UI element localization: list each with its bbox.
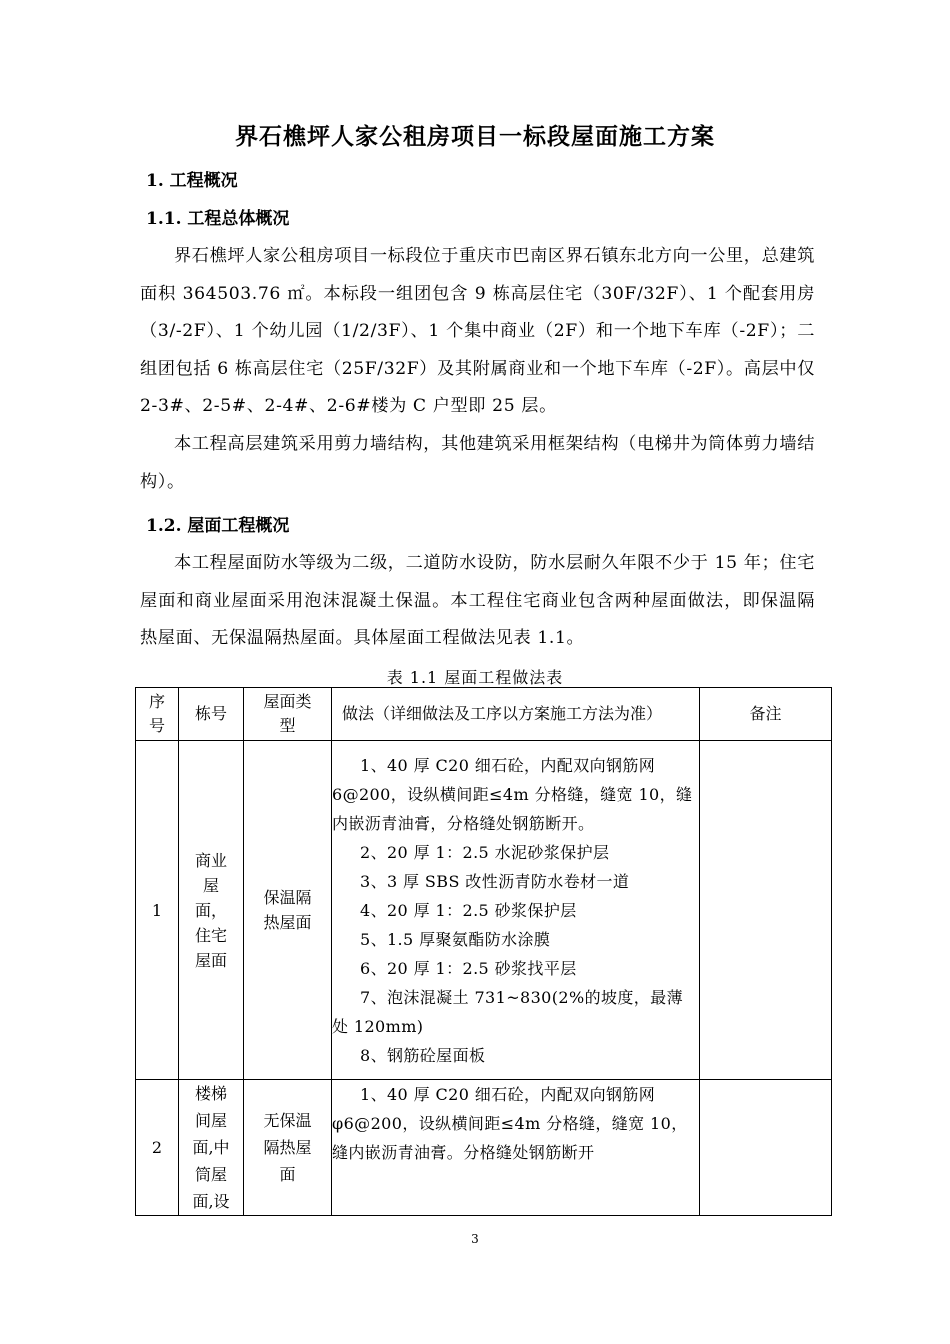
method-step: 6、20 厚 1：2.5 砂浆找平层 (360, 958, 577, 978)
header-type: 屋面类型 (263, 692, 312, 735)
section-heading-1: 1. 工程概况 (146, 171, 238, 191)
page-number: 3 (471, 1232, 479, 1246)
method-step: 1、40 厚 C20 细石砼，内配双向钢筋网 6@200，设纵横间距≤4m 分格缝，缝宽 10，缝内嵌沥青油膏，分格缝处钢筋断开。 (332, 755, 693, 833)
table-header-row (136, 688, 832, 741)
row-type: 无保温隔热屋面 (263, 1111, 312, 1184)
row-method (332, 1080, 700, 1216)
row-building: 商业屋面，住宅屋面 (194, 850, 227, 970)
header-note: 备注 (749, 704, 782, 723)
paragraph-roof-overview: 本工程屋面防水等级为二级，二道防水设防，防水层耐久年限不少于 15 年；住宅屋面和商业屋面采用泡沫混凝土保温。本工程住宅商业包含两种屋面做法，即保温隔热屋面、无保温隔热屋面。具体屋面工程做法见表 1.1。 (140, 553, 815, 648)
method-step: 4、20 厚 1：2.5 砂浆保护层 (360, 900, 577, 920)
table-caption: 表 1.1 屋面工程做法表 (386, 668, 564, 687)
table-row (136, 741, 832, 1080)
row-type: 保温隔热屋面 (263, 888, 312, 932)
method-step: 7、泡沫混凝土 731~830(2%的坡度，最薄处 120mm) (332, 987, 683, 1036)
method-step: 5、1.5 厚聚氨酯防水涂膜 (360, 929, 551, 949)
row-no: 2 (136, 1080, 179, 1216)
row-note (700, 1080, 832, 1216)
row-building: 楼梯间屋面,中筒屋面,设 (192, 1084, 230, 1211)
table-row (136, 1080, 832, 1216)
method-step: 8、钢筋砼屋面板 (360, 1045, 486, 1065)
header-method: 做法（详细做法及工序以方案施工方法为准） (342, 704, 663, 723)
method-step: 3、3 厚 SBS 改性沥青防水卷材一道 (360, 871, 630, 891)
row-no: 1 (136, 741, 179, 1080)
roof-method-table (135, 687, 832, 1216)
method-step: 2、20 厚 1：2.5 水泥砂浆保护层 (360, 842, 610, 862)
header-building: 栋号 (194, 704, 227, 723)
header-no: 序号 (148, 692, 165, 735)
section-heading-1-2: 1.2. 屋面工程概况 (146, 516, 290, 536)
row-note (700, 741, 832, 1080)
row-method (332, 741, 700, 1080)
page-title: 界石樵坪人家公租房项目一标段屋面施工方案 (235, 123, 715, 150)
section-heading-1-1: 1.1. 工程总体概况 (146, 209, 290, 229)
paragraph-overview: 界石樵坪人家公租房项目一标段位于重庆市巴南区界石镇东北方向一公里，总建筑面积 364503.76 ㎡。本标段一组团包含 9 栋高层住宅（30F/32F）、1 个配套用房（3/-2F）、1 个幼儿园（1/2/3F）、1 个集中商业（2F）和一个地下车库（-2F）；二组团包括 6 栋高层住宅（25F/32F）及其附属商业和一个地下车库（-2F）。高层中仅 2-3#、2-5#、2-4#、2-6#楼为 C 户型即 25 层。 (140, 246, 815, 416)
paragraph-structure: 本工程高层建筑采用剪力墙结构，其他建筑采用框架结构（电梯井为筒体剪力墙结构）。 (140, 434, 815, 492)
method-step: 1、40 厚 C20 细石砼，内配双向钢筋网φ6@200，设纵横间距≤4m 分格缝，缝宽 10，缝内嵌沥青油膏。分格缝处钢筋断开 (332, 1085, 688, 1162)
